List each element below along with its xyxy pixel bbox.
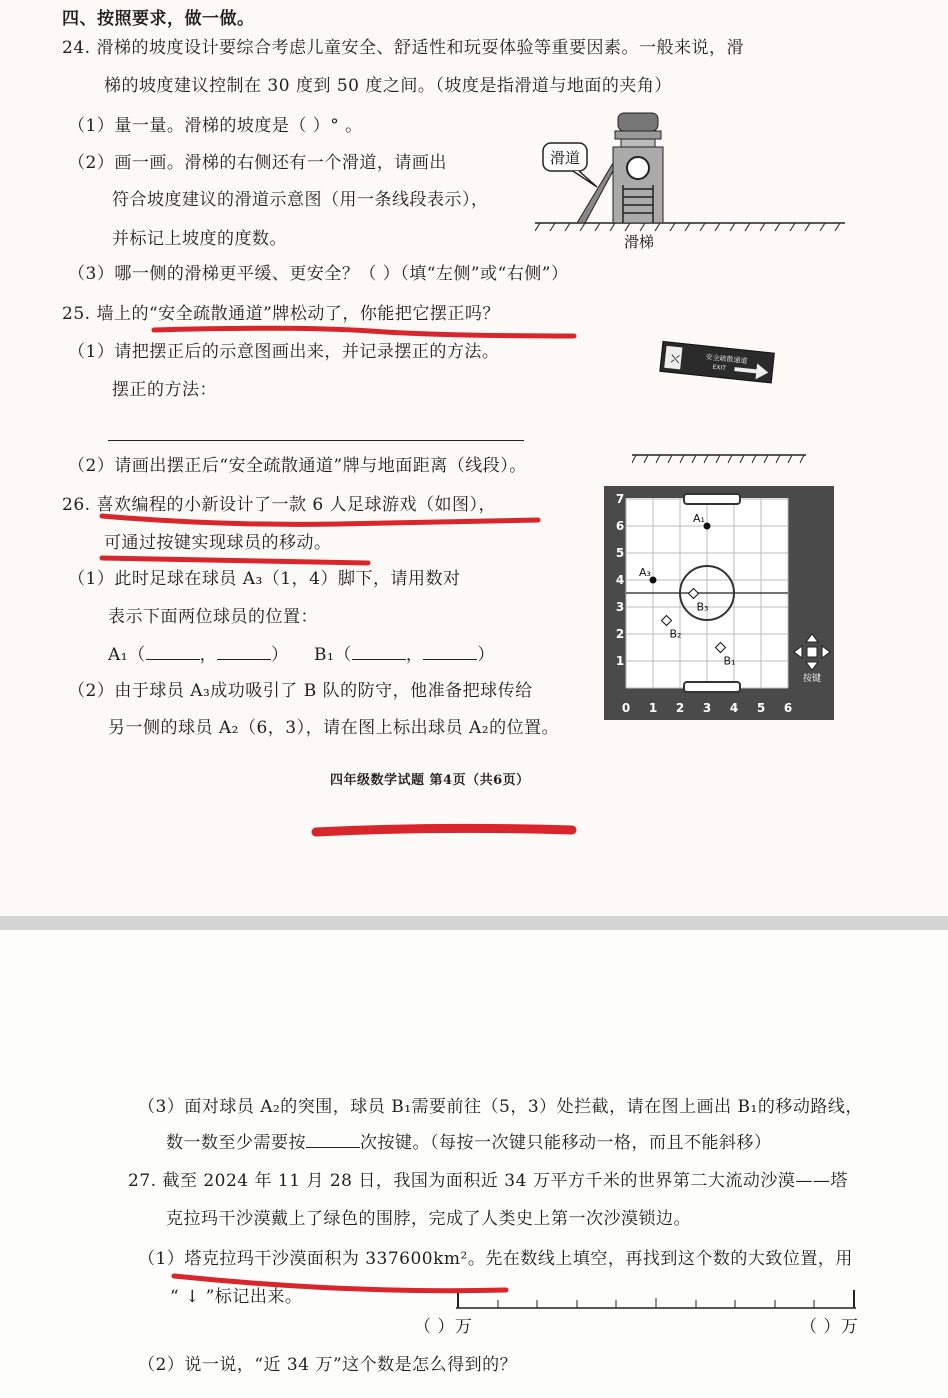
q26-part3-line2: 数一数至少需要按 次按键。（每按一次键只能移动一格，而且不能斜移） xyxy=(166,1133,772,1153)
x-tick-label: 4 xyxy=(729,701,739,715)
q26-part3-line1: （3）面对球员 A₂的突围，球员 B₁需要前往（5，3）处拦截，请在图上画出 B₁的移动路线， xyxy=(138,1097,863,1117)
player-label: A₁ xyxy=(693,512,705,525)
q27-text-line2: 克拉玛干沙漠戴上了绿色的围脖，完成了人类史上第一次沙漠锁边。 xyxy=(166,1209,691,1229)
x-tick-label: 3 xyxy=(702,701,712,715)
q26-part1-line1: （1）此时足球在球员 A₃（1，4）脚下，请用数对 xyxy=(68,569,461,589)
number-line xyxy=(450,1282,860,1312)
player-label: A₃ xyxy=(639,566,651,579)
y-tick-label: 7 xyxy=(615,492,625,506)
x-tick-label: 5 xyxy=(756,701,766,715)
q24-part2-line1: （2）画一画。滑梯的右侧还有一个滑道，请画出 xyxy=(68,153,447,173)
player-label: B₁ xyxy=(723,654,736,668)
slide-callout-label: 滑道 xyxy=(549,149,581,167)
numline-right-label: （ ）万 xyxy=(800,1317,859,1337)
slide-base-label: 滑梯 xyxy=(623,233,655,251)
player-label: B₃ xyxy=(696,600,709,614)
q26-part2-line1: （2）由于球员 A₃成功吸引了 B 队的防守，他准备把球传给 xyxy=(68,681,533,701)
numline-left-label: （ ）万 xyxy=(414,1317,473,1337)
q26-part1-line2: 表示下面两位球员的位置： xyxy=(108,607,318,627)
q24-part3: （3）哪一侧的滑梯更平缓、更安全？（ ）（填“左侧”或“右侧”） xyxy=(68,264,569,284)
q24-part2-line3: 并标记上坡度的度数。 xyxy=(112,229,287,249)
q24-part1: （1）量一量。滑梯的坡度是（ ）° 。 xyxy=(68,116,363,136)
red-marker-q26-line1 xyxy=(98,510,544,532)
svg-text:⛌: ⛌ xyxy=(670,351,681,367)
q27-part2: （2）说一说，“近 34 万”这个数是怎么得到的？ xyxy=(138,1355,518,1375)
q24-text-line2: 梯的坡度建议控制在 30 度到 50 度之间。（坡度是指滑道与地面的夹角） xyxy=(104,76,672,96)
q25-text-line1: 25. 墙上的“安全疏散通道”牌松动了，你能把它摆正吗？ xyxy=(62,304,500,324)
red-marker-q25 xyxy=(150,322,580,342)
y-tick-label: 5 xyxy=(615,546,625,560)
q25-method-label: 摆正的方法： xyxy=(112,380,217,400)
q25-part2: （2）请画出摆正后“安全疏散通道”牌与地面距离（线段）。 xyxy=(68,456,527,476)
soccer-grid-figure xyxy=(604,486,834,720)
section-title: 四、按照要求，做一做。 xyxy=(62,9,255,29)
slide-figure xyxy=(535,105,850,255)
b1-answer: B₁（ ， ） xyxy=(314,645,495,665)
q27-part1-line2: “ ↓ ”标记出来。 xyxy=(170,1287,303,1307)
y-tick-label: 1 xyxy=(615,654,625,668)
exit-sign-en: EXIT xyxy=(712,363,727,373)
q26-text-line1: 26. 喜欢编程的小新设计了一款 6 人足球游戏（如图）， xyxy=(62,495,497,515)
x-tick-label: 1 xyxy=(648,701,658,715)
q26-part2-line2: 另一侧的球员 A₂（6，3），请在图上标出球员 A₂的位置。 xyxy=(108,718,560,738)
page-divider xyxy=(0,916,948,930)
y-tick-label: 4 xyxy=(615,573,625,587)
q25-answer-line xyxy=(108,440,524,441)
q26-text-line2: 可通过按键实现球员的移动。 xyxy=(104,533,332,553)
y-tick-label: 6 xyxy=(615,519,625,533)
page-footer: 四年级数学试题 第4页（共6页） xyxy=(330,773,530,788)
x-tick-label: 0 xyxy=(621,701,631,715)
q27-text-line1: 27. 截至 2024 年 11 月 28 日，我国为面积近 34 万平方千米的世界第二大流动沙漠——塔 xyxy=(128,1171,848,1191)
x-tick-label: 2 xyxy=(675,701,685,715)
red-marker-footer xyxy=(310,822,578,842)
red-marker-q27 xyxy=(170,1268,510,1298)
ground-line xyxy=(632,452,808,466)
x-tick-label: 6 xyxy=(783,701,793,715)
q27-part1-line1: （1）塔克拉玛干沙漠面积为 337600km²。先在数线上填空，再找到这个数的大致位置，用 xyxy=(138,1249,853,1269)
y-tick-label: 2 xyxy=(615,627,625,641)
exam-page-5 xyxy=(0,930,948,1398)
keypad-label: 按键 xyxy=(802,674,822,684)
a1-answer: A₁（ ， ） xyxy=(108,645,289,665)
red-marker-q26-line2 xyxy=(98,552,374,570)
q25-part1: （1）请把摆正后的示意图画出来，并记录摆正的方法。 xyxy=(68,342,500,362)
y-tick-label: 3 xyxy=(615,600,625,614)
q24-text-line1: 24. 滑梯的坡度设计要综合考虑儿童安全、舒适性和玩耍体验等重要因素。一般来说，滑 xyxy=(62,38,744,58)
player-label: B₂ xyxy=(669,627,682,641)
exit-sign xyxy=(655,335,785,395)
exit-sign-cn: 安全疏散通道 xyxy=(705,353,748,366)
q24-part2-line2: 符合坡度建议的滑道示意图（用一条线段表示）， xyxy=(112,190,489,210)
